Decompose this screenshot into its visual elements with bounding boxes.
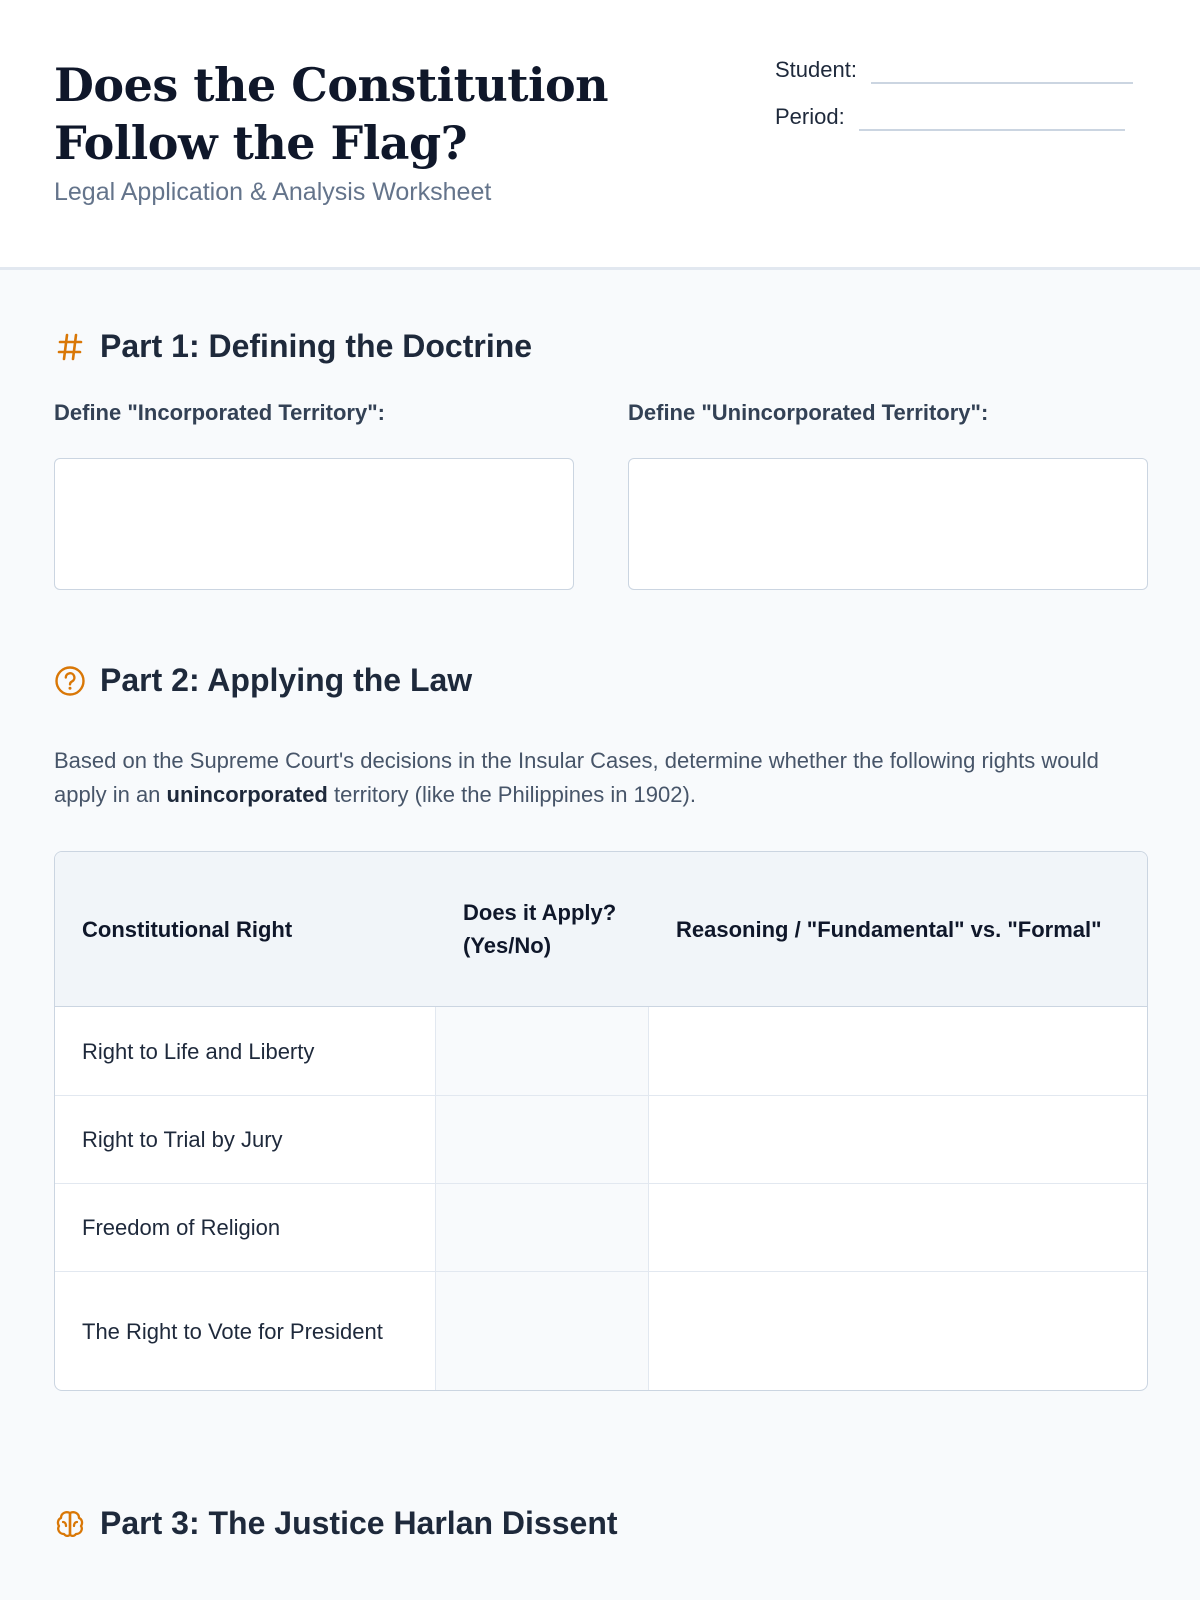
incorporated-answer-box[interactable] xyxy=(54,458,574,590)
period-field xyxy=(775,103,1125,131)
column-header-right: Constitutional Right xyxy=(82,916,293,942)
reasoning-answer-cell[interactable] xyxy=(649,1184,1147,1271)
applies-answer-cell[interactable] xyxy=(436,1096,649,1183)
page-title: Does the Constitution Follow the Flag? xyxy=(54,58,609,170)
unincorporated-label: Define "Unincorporated Territory": xyxy=(628,400,989,425)
table-row xyxy=(55,1183,1147,1271)
part2-title: Part 2: Applying the Law xyxy=(100,662,473,698)
column-header-reasoning: Reasoning / "Fundamental" vs. "Formal" xyxy=(676,916,1102,942)
applies-answer-cell[interactable] xyxy=(436,1007,649,1095)
hash-icon xyxy=(54,331,86,363)
right-name-cell: Right to Life and Liberty xyxy=(55,1007,436,1095)
part3-title: Part 3: The Justice Harlan Dissent xyxy=(100,1505,618,1541)
right-name-cell: Freedom of Religion xyxy=(55,1184,436,1271)
student-field xyxy=(775,56,1133,84)
applies-answer-cell[interactable] xyxy=(436,1272,649,1390)
part2-heading xyxy=(54,662,472,699)
part2-instructions xyxy=(54,744,1154,812)
right-name-cell: The Right to Vote for President xyxy=(55,1272,436,1390)
incorporated-label: Define "Incorporated Territory": xyxy=(54,400,385,425)
table-row xyxy=(55,1007,1147,1095)
column-header-applies: Does it Apply? (Yes/No) xyxy=(463,900,617,958)
page-subtitle: Legal Application & Analysis Worksheet xyxy=(54,178,492,206)
reasoning-answer-cell[interactable] xyxy=(649,1096,1147,1183)
rights-table xyxy=(54,851,1148,1391)
applies-answer-cell[interactable] xyxy=(436,1184,649,1271)
unincorporated-answer-box[interactable] xyxy=(628,458,1148,590)
table-row xyxy=(55,1271,1147,1390)
period-label: Period: xyxy=(775,104,845,129)
reasoning-answer-cell[interactable] xyxy=(649,1007,1147,1095)
instructions-emphasis: unincorporated xyxy=(166,782,328,807)
part1-title: Part 1: Defining the Doctrine xyxy=(100,328,533,364)
worksheet-header xyxy=(0,0,1200,270)
question-circle-icon xyxy=(54,665,86,697)
instructions-text: Based on the Supreme Court's decisions in the Insular Cases, determine whether the following rights would apply in an xyxy=(54,748,1099,807)
right-name-cell: Right to Trial by Jury xyxy=(55,1096,436,1183)
table-row xyxy=(55,1095,1147,1183)
period-line[interactable] xyxy=(859,129,1125,131)
part1-heading xyxy=(54,328,532,365)
table-header-row xyxy=(55,852,1147,1007)
part3-heading xyxy=(54,1505,618,1542)
reasoning-answer-cell[interactable] xyxy=(649,1272,1147,1390)
student-name-line[interactable] xyxy=(871,82,1133,84)
student-label: Student: xyxy=(775,57,857,82)
brain-icon xyxy=(54,1508,86,1540)
instructions-text-end: territory (like the Philippines in 1902). xyxy=(327,782,696,807)
